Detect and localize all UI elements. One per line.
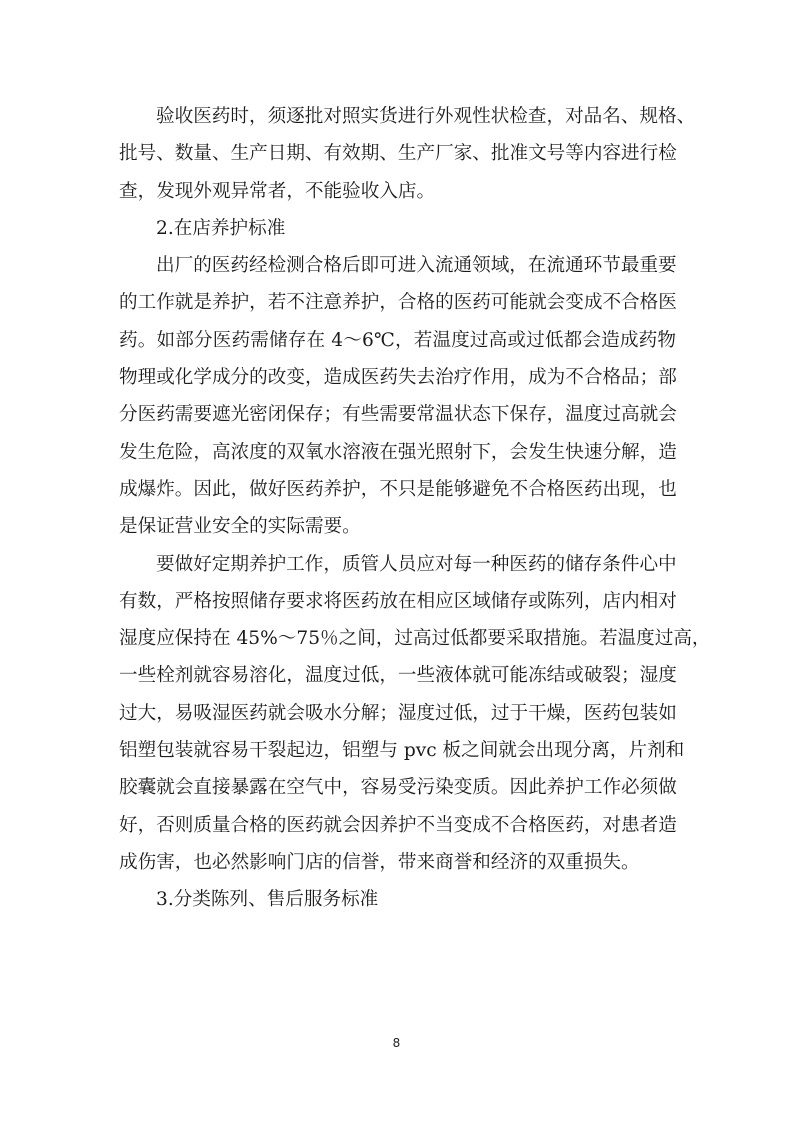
paragraph-line: 过大，易吸湿医药就会吸水分解；湿度过低，过于干燥，医药包装如	[119, 702, 677, 724]
paragraph-line: 的工作就是养护，若不注意养护，合格的医药可能就会变成不合格医	[119, 292, 677, 314]
paragraph-line: 铝塑包装就容易干裂起边，铝塑与 pvc 板之间就会出现分离，片剂和	[119, 740, 685, 762]
page-number: 8	[392, 1036, 401, 1050]
paragraph-line: 出厂的医药经检测合格后即可进入流通领域，在流通环节最重要	[156, 255, 677, 277]
paragraph-line: 发生危险，高浓度的双氧水溶液在强光照射下，会发生快速分解，造	[119, 441, 677, 463]
section-heading: 2.在店养护标准	[156, 217, 286, 239]
paragraph-line: 成伤害，也必然影响门店的信誉，带来商誉和经济的双重损失。	[119, 851, 640, 873]
paragraph-line: 好，否则质量合格的医药就会因养护不当变成不合格医药，对患者造	[119, 814, 677, 836]
paragraph-line: 物理或化学成分的改变，造成医药失去治疗作用，成为不合格品；部	[119, 367, 677, 389]
paragraph-line: 成爆炸。因此，做好医药养护，不只是能够避免不合格医药出现，也	[119, 478, 677, 500]
paragraph-line: 一些栓剂就容易溶化，温度过低，一些液体就可能冻结或破裂；湿度	[119, 665, 677, 687]
paragraph-line: 湿度应保持在 45%～75％之间，过高过低都要采取措施。若温度过高，	[119, 628, 711, 650]
paragraph-line: 要做好定期养护工作，质管人员应对每一种医药的储存条件心中	[156, 553, 677, 575]
paragraph-line: 药。如部分医药需储存在 4～6℃，若温度过高或过低都会造成药物	[119, 329, 676, 351]
paragraph-line: 是保证营业安全的实际需要。	[119, 516, 361, 538]
paragraph-line: 有数，严格按照储存要求将医药放在相应区域储存或陈列，店内相对	[119, 590, 677, 612]
paragraph-line: 查，发现外观异常者，不能验收入店。	[119, 180, 436, 202]
paragraph-line: 验收医药时，须逐批对照实货进行外观性状检查，对品名、规格、	[156, 106, 696, 127]
paragraph-line: 分医药需要遮光密闭保存；有些需要常温状态下保存，温度过高就会	[119, 404, 677, 426]
section-heading: 3.分类陈列、售后服务标准	[156, 889, 379, 911]
paragraph-line: 批号、数量、生产日期、有效期、生产厂家、批准文号等内容进行检	[119, 143, 677, 165]
paragraph-line: 胶囊就会直接暴露在空气中，容易受污染变质。因此养护工作必须做	[119, 777, 677, 799]
document-body	[119, 98, 711, 919]
